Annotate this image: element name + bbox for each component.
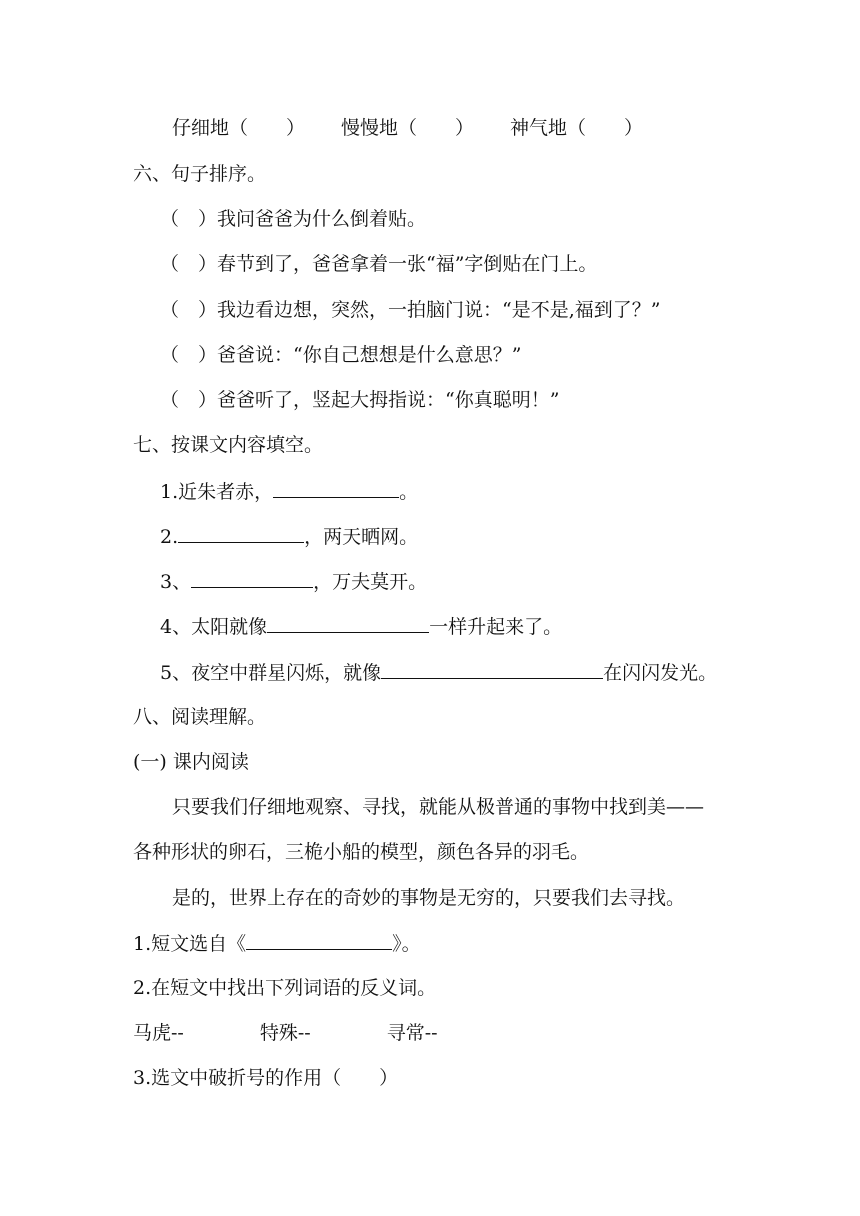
antonym-line (133, 1021, 438, 1045)
answer-blank[interactable] (381, 660, 603, 679)
word-1: 仔细地（ ） (172, 117, 306, 139)
reading-paragraph-1a: 只要我们仔细地观察、寻找，就能从极普通的事物中找到美—— (172, 796, 705, 818)
reading-question-1-text: 1.短文选自《 (133, 933, 247, 955)
fill-question-2-num: 2. (160, 526, 179, 548)
section-6-title: 六、句子排序。 (133, 163, 267, 185)
fill-question-2 (160, 524, 418, 549)
fill-question-1-text: 1.近朱者赤， (160, 481, 274, 503)
reading-question-1-end: 》。 (392, 933, 421, 955)
fill-question-4 (160, 614, 562, 639)
fill-question-5-end: 在闪闪发光。 (603, 662, 718, 684)
reading-paragraph-1b: 各种形状的卵石，三桅小船的模型，颜色各异的羽毛。 (133, 841, 590, 863)
section-7-title: 七、按课文内容填空。 (133, 434, 324, 456)
reading-question-2: 2.在短文中找出下列词语的反义词。 (133, 977, 437, 999)
answer-blank[interactable] (273, 479, 399, 498)
fill-question-5-text: 5、夜空中群星闪烁，就像 (160, 662, 382, 684)
antonym-1: 马虎-- (133, 1022, 184, 1044)
fill-question-1-end: 。 (399, 481, 419, 503)
sort-item-4: （ ）爸爸说：“你自己想想是什么意思？” (160, 344, 522, 366)
words-line (172, 116, 643, 140)
sort-item-2: （ ）春节到了，爸爸拿着一张“福”字倒贴在门上。 (160, 253, 598, 275)
fill-question-5 (160, 660, 717, 685)
fill-question-1 (160, 479, 418, 504)
sort-item-5: （ ）爸爸听了，竖起大拇指说：“你真聪明！” (160, 389, 560, 411)
sort-item-1: （ ）我问爸爸为什么倒着贴。 (160, 208, 427, 230)
antonym-2: 特殊-- (259, 1022, 311, 1044)
fill-question-3 (160, 569, 427, 594)
fill-question-3-num: 3、 (160, 571, 192, 593)
word-3: 神气地（ ） (510, 117, 644, 139)
answer-blank[interactable] (191, 569, 313, 588)
answer-blank[interactable] (267, 614, 429, 633)
fill-question-2-text: ，两天晒网。 (304, 526, 419, 548)
answer-blank[interactable] (178, 524, 304, 543)
fill-question-3-text: ，万夫莫开。 (313, 571, 428, 593)
reading-question-3: 3.选文中破折号的作用（ ） (133, 1067, 399, 1089)
antonym-3: 寻常-- (386, 1022, 438, 1044)
reading-question-1 (133, 931, 421, 956)
reading-paragraph-2: 是的，世界上存在的奇妙的事物是无穷的，只要我们去寻找。 (172, 887, 686, 909)
sort-item-3: （ ）我边看边想，突然，一拍脑门说：“是不是,福到了？” (160, 299, 661, 321)
fill-question-4-end: 一样升起来了。 (429, 616, 563, 638)
reading-subtitle: (一) 课内阅读 (133, 751, 249, 773)
word-2: 慢慢地（ ） (341, 117, 475, 139)
fill-question-4-text: 4、太阳就像 (160, 616, 268, 638)
answer-blank[interactable] (246, 931, 392, 950)
section-8-title: 八、阅读理解。 (133, 706, 267, 728)
